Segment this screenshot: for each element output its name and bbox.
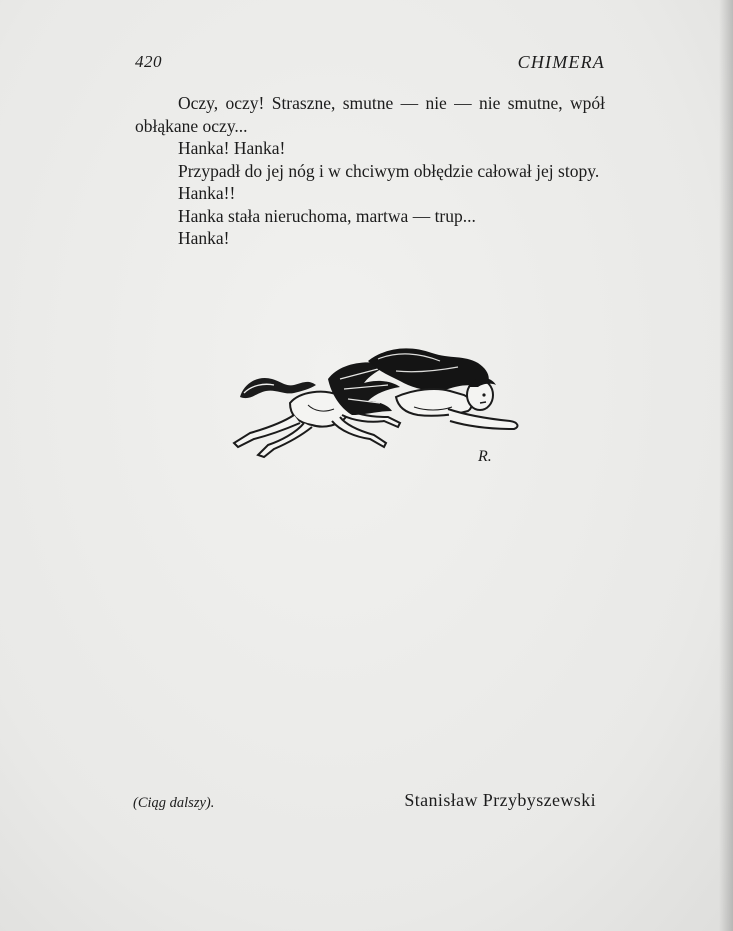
continued-note: (Ciąg dalszy). [133, 795, 215, 811]
author-signature: Stanisław Przybyszewski [404, 790, 596, 810]
paragraph: Hanka! Hanka! [178, 138, 286, 158]
paragraph: Oczy, oczy! Straszne, smutne — nie — nie smutne, wpół obłąkane oczy... [135, 93, 605, 136]
paragraph: Hanka stała nieruchoma, martwa — trup... [178, 205, 476, 226]
running-head [135, 52, 605, 76]
body-text [135, 92, 605, 250]
journal-title: CHIMERA [517, 52, 605, 72]
paragraph: Hanka! [178, 228, 230, 248]
page-edge-shadow [719, 0, 733, 931]
paragraph: Hanka!! [178, 183, 236, 203]
centaur-vignette-illustration [228, 345, 528, 475]
page-number: 420 [135, 52, 162, 71]
svg-text:R.: R. [478, 448, 492, 465]
paragraph: Przypadł do jej nóg i w chciwym obłędzie całował jej stopy. [178, 160, 600, 181]
